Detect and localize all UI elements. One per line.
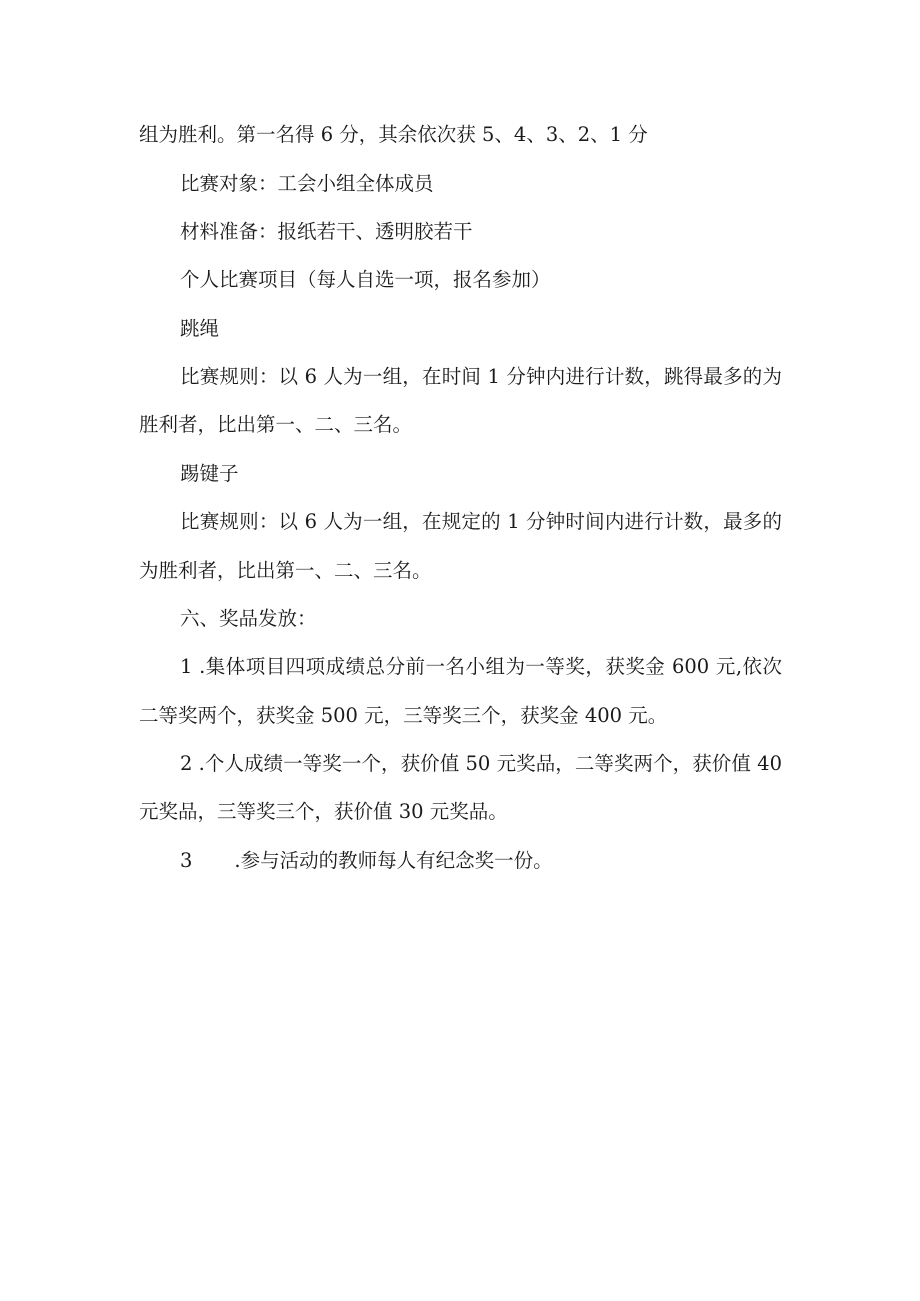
- list-item-line: 二等奖两个，获奖金 500 元，三等奖三个，获奖金 400 元。: [139, 704, 668, 727]
- paragraph-line: 比赛对象：工会小组全体成员: [180, 172, 434, 195]
- paragraph-line: 材料准备：报纸若干、透明胶若干: [180, 220, 473, 243]
- paragraph-line: 组为胜利。第一名得 6 分，其余依次获 5、4、3、2、1 分: [139, 123, 648, 146]
- list-item-line: 2 .个人成绩一等奖一个，获价值 50 元奖品，二等奖两个，获价值 40: [180, 752, 782, 775]
- paragraph-line: 比赛规则：以 6 人为一组，在时间 1 分钟内进行计数，跳得最多的为: [180, 365, 782, 388]
- paragraph-line: 为胜利者，比出第一、二、三名。: [139, 559, 432, 582]
- list-item-line: 1 .集体项目四项成绩总分前一名小组为一等奖，获奖金 600 元,依次: [180, 655, 782, 678]
- section-heading: 跳绳: [180, 317, 220, 340]
- list-item-line: 元奖品，三等奖三个，获价值 30 元奖品。: [139, 800, 508, 823]
- list-item-line: [180, 849, 840, 873]
- section-heading: 六、奖品发放：: [180, 607, 317, 630]
- paragraph-line: 胜利者，比出第一、二、三名。: [139, 413, 413, 436]
- list-item-text: .参与活动的教师每人有纪念奖一份。: [234, 849, 553, 872]
- paragraph-line: 个人比赛项目（每人自选一项，报名参加）: [180, 268, 551, 291]
- section-heading: 踢键子: [180, 462, 239, 485]
- list-item-number: 3: [180, 849, 193, 872]
- paragraph-line: 比赛规则：以 6 人为一组，在规定的 1 分钟时间内进行计数，最多的: [180, 510, 782, 533]
